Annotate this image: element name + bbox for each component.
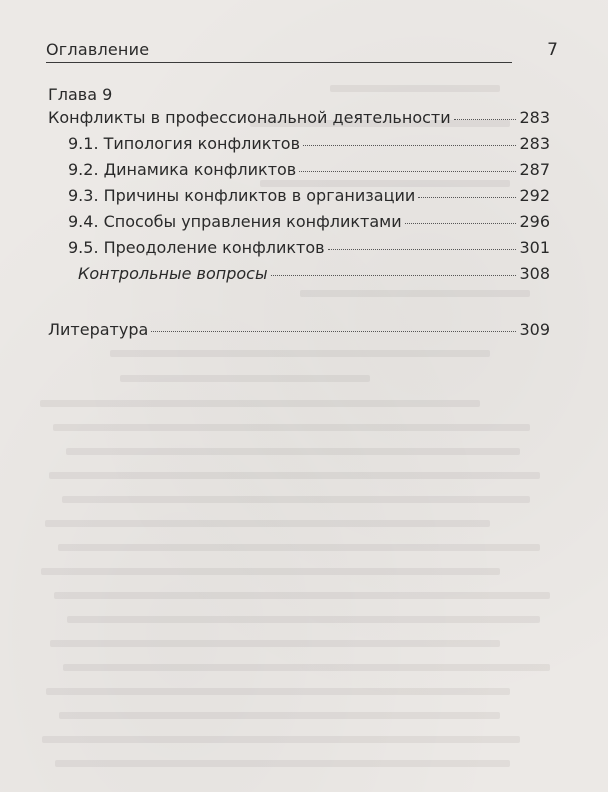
show-through-line — [46, 688, 510, 695]
show-through-line — [330, 85, 500, 92]
toc-entry-label: 9.4. Способы управления конфликтами — [68, 212, 402, 231]
toc-entry-label: Конфликты в профессиональной деятельности — [48, 108, 451, 127]
toc-entry-page: 301 — [519, 238, 550, 257]
toc-entry-page: 309 — [519, 320, 550, 339]
toc-entry-label: 9.5. Преодоление конфликтов — [68, 238, 325, 257]
toc-entry-label: Литература — [48, 320, 149, 339]
show-through-line — [45, 520, 490, 527]
show-through-line — [110, 350, 490, 357]
show-through-line — [53, 424, 530, 431]
leader-dots — [405, 223, 517, 224]
show-through-line — [55, 760, 510, 767]
leader-dots — [151, 331, 516, 332]
show-through-line — [300, 290, 530, 297]
show-through-line — [40, 400, 480, 407]
show-through-line — [42, 736, 520, 743]
toc-entry-9-1[interactable] — [68, 134, 550, 154]
toc-entry-page: 283 — [519, 134, 550, 153]
show-through-line — [50, 640, 500, 647]
toc-entry-page: 308 — [519, 264, 550, 283]
leader-dots — [328, 249, 517, 250]
page-number: 7 — [547, 40, 558, 60]
chapter-heading: Глава 9 — [48, 85, 113, 104]
leader-dots — [454, 119, 517, 120]
leader-dots — [418, 197, 516, 198]
toc-entry-9-3[interactable] — [68, 186, 550, 206]
show-through-line — [66, 448, 520, 455]
running-head — [46, 40, 558, 62]
toc-entry-page: 292 — [519, 186, 550, 205]
show-through-line — [59, 712, 500, 719]
toc-entry-label: 9.1. Типология конфликтов — [68, 134, 300, 153]
show-through-line — [49, 472, 540, 479]
toc-entry-chapter-title[interactable] — [48, 108, 550, 128]
toc-entry-9-5[interactable] — [68, 238, 550, 258]
leader-dots — [303, 145, 516, 146]
toc-entry-page: 296 — [519, 212, 550, 231]
running-head-title: Оглавление — [46, 40, 150, 59]
toc-entry-label: Контрольные вопросы — [78, 264, 268, 283]
show-through-line — [63, 664, 550, 671]
toc-entry-label: 9.2. Динамика конфликтов — [68, 160, 297, 179]
show-through-line — [41, 568, 500, 575]
show-through-line — [54, 592, 550, 599]
toc-entry-page: 287 — [519, 160, 550, 179]
toc-entry-9-4[interactable] — [68, 212, 550, 232]
toc-entry-review-questions[interactable] — [78, 264, 550, 284]
toc-entry-9-2[interactable] — [68, 160, 550, 180]
show-through-line — [67, 616, 540, 623]
toc-entry-literature[interactable] — [48, 320, 550, 340]
header-rule — [46, 62, 512, 63]
toc-entry-label: 9.3. Причины конфликтов в организации — [68, 186, 416, 205]
show-through-line — [120, 375, 370, 382]
leader-dots — [271, 275, 517, 276]
toc-entry-page: 283 — [519, 108, 550, 127]
show-through-line — [58, 544, 540, 551]
leader-dots — [299, 171, 516, 172]
show-through-line — [62, 496, 530, 503]
